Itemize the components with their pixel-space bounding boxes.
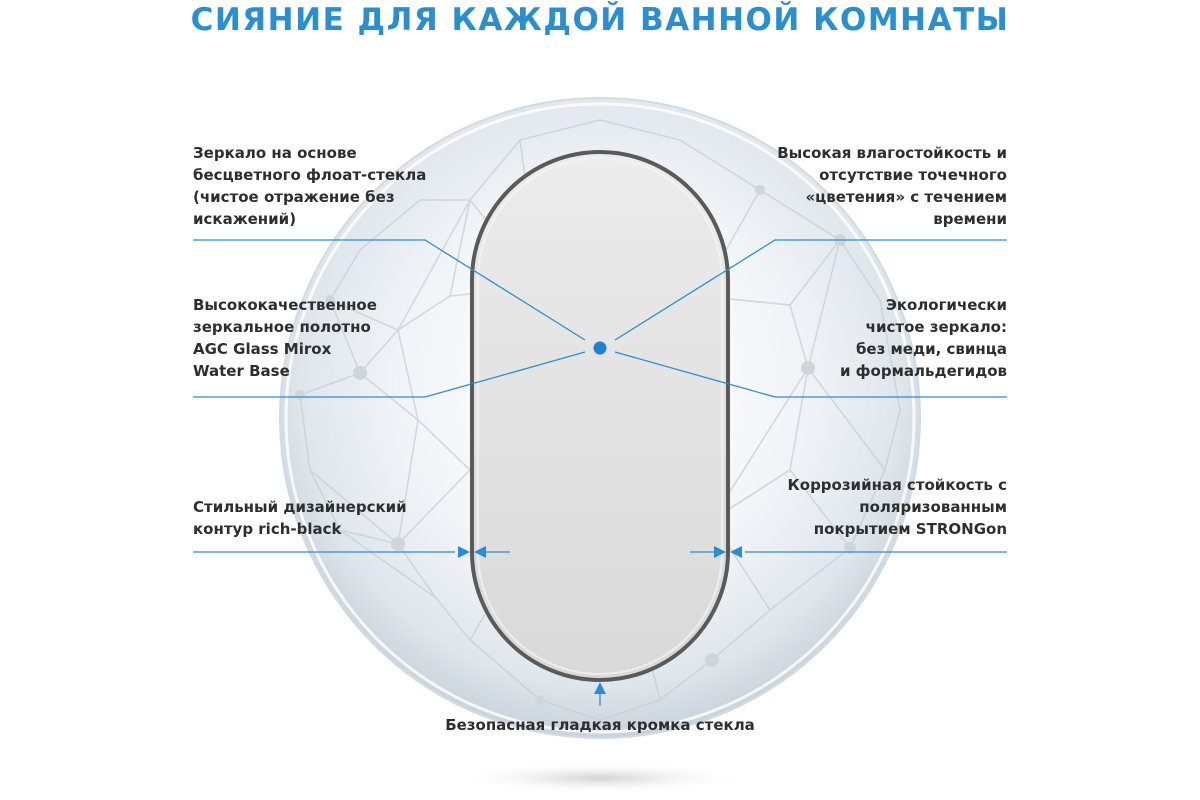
- oval-mirror: [472, 152, 728, 680]
- page-title: СИЯНИЕ ДЛЯ КАЖДОЙ ВАННОЙ КОМНАТЫ: [190, 2, 1010, 38]
- callout-eco-mirror: Экологически чистое зеркало: без меди, свинца и формальдегидов: [839, 296, 1007, 380]
- focus-dot: [594, 342, 607, 355]
- floor-shadow: [450, 762, 750, 794]
- callout-mirror-sheet: Высококачественное зеркальное полотно AGC Glass Mirox Water Base: [193, 296, 377, 380]
- callout-moisture-resistance: Высокая влагостойкость и отсутствие точечного «цветения» с течением времени: [777, 144, 1007, 228]
- callout-float-glass: Зеркало на основе бесцветного флоат-стекла (чистое отражение без искажений): [193, 144, 427, 228]
- callout-safe-edge: Безопасная гладкая кромка стекла: [445, 716, 755, 734]
- callout-frame-design: Стильный дизайнерский контур rich-black: [193, 498, 407, 538]
- callout-corrosion-resistance: Коррозийная стойкость с поляризованным покрытием STRONGon: [787, 476, 1007, 538]
